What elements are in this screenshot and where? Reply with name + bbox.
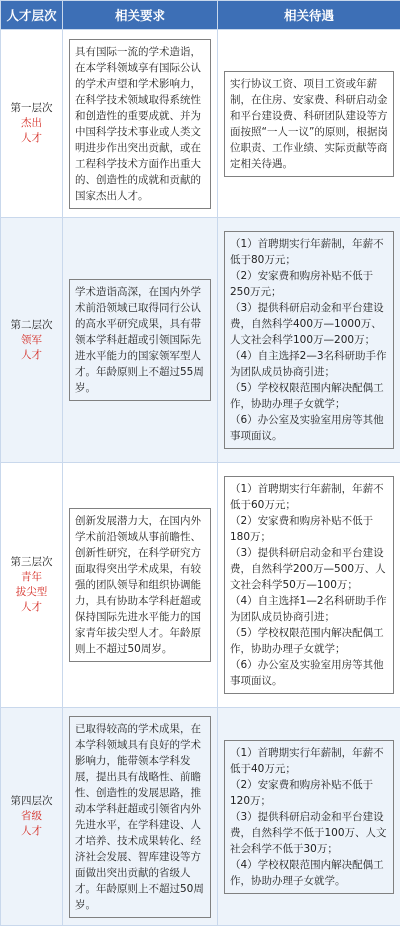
benefits-cell [218,463,400,708]
requirements-cell [63,708,218,926]
level-name: 第二层次 [2,318,61,333]
table-row [1,463,400,708]
header-benefits: 相关待遇 [218,1,400,30]
table-header [1,1,400,30]
requirements-text: 学术造诣高深，在国内外学术前沿领域已取得同行公认的高水平研究成果，具有带领本学科赶超或引领国际先进水平能力的国家领军型人才。年龄原则上不超过55周岁。 [69,279,211,401]
level-cell [1,463,63,708]
requirements-text: 已取得较高的学术成果，在本学科领域具有良好的学术影响力，能带领本学科发展，提出具有战略性、前瞻性、创造性的发展思路，推动本学科赶超或引领省内外先进水平，在学科建设、人才培养、技术成果转化、经济社会发展、智库建设等方面做出突出贡献的省级人才。年龄原则上不超过50周岁。 [69,716,211,918]
benefits-text: （1）首聘期实行年薪制，年薪不低于80万元； （2）安家费和购房补贴不低于250万元； （3）提供科研启动金和平台建设费，自然科学400万—1000万、人文社会科学100万—200万； （4）自主选择2—3名科研助手作为团队成员协商引进； （5）学校权限范围内解决配偶工作，协助办理子女就学； （6）办公室及实验室用房等其他事项面议。 [224,231,394,449]
level-name: 第四层次 [2,794,61,809]
level-name: 第一层次 [2,101,61,116]
level-cell [1,30,63,218]
requirements-cell [63,218,218,463]
level-cell [1,218,63,463]
table-row [1,708,400,926]
benefits-text: （1）首聘期实行年薪制，年薪不低于60万元； （2）安家费和购房补贴不低于180万； （3）提供科研启动金和平台建设费，自然科学200万—500万、人文社会科学50万—100万； （4）自主选择1—2名科研助手作为团队成员协商引进； （5）学校权限范围内解决配偶工作，协助办理子女就学； （6）办公室及实验室用房等其他事项面议。 [224,476,394,694]
benefits-text: （1）首聘期实行年薪制，年薪不低于40万元； （2）安家费和购房补贴不低于120万； （3）提供科研启动金和平台建设费，自然科学不低于100万、人文社会科学不低于30万； （4）学校权限范围内解决配偶工作，协助办理子女就学。 [224,740,394,894]
level-name: 第三层次 [2,555,61,570]
requirements-cell [63,463,218,708]
table-row [1,30,400,218]
level-title: 省级 人才 [2,809,61,839]
header-level: 人才层次 [1,1,63,30]
requirements-cell [63,30,218,218]
level-title: 领军 人才 [2,333,61,363]
benefits-cell [218,30,400,218]
requirements-text: 创新发展潜力大，在国内外学术前沿领域从事前瞻性、创新性研究，在科学研究方面取得突出学术成果，有较强的团队领导和组织协调能力，具有协助本学科赶超或保持国际先进水平能力的国家青年拔尖型人才。年龄原则上不超过50周岁。 [69,508,211,662]
requirements-text: 具有国际一流的学术造诣，在本学科领域享有国际公认的学术声望和学术影响力，在科学技术领域取得系统性和创造性的重要成就、并为中国科学技术事业或人类文明进步作出突出贡献，或在工程科学技术方面作出重大的、创造性的成就和贡献的国家杰出人才。 [69,39,211,209]
header-requirements: 相关要求 [63,1,218,30]
benefits-text: 实行协议工资、项目工资或年薪制，在住房、安家费、科研启动金和平台建设费、科研团队建设等方面按照“一人一议”的原则，根据岗位职责、工作业绩、实际贡献等商定相关待遇。 [224,71,394,177]
benefits-cell [218,218,400,463]
table-row [1,218,400,463]
benefits-cell [218,708,400,926]
level-title: 青年 拔尖型 人才 [2,570,61,615]
level-cell [1,708,63,926]
level-title: 杰出 人才 [2,116,61,146]
